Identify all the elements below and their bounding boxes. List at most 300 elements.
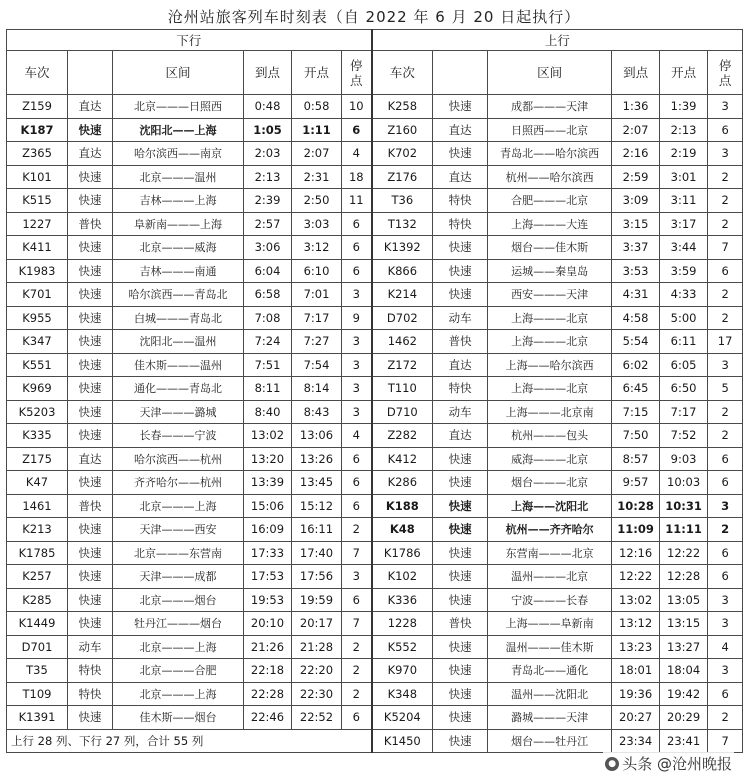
route-cell: 北京———烟台 [113,588,244,612]
train-count-summary: 上行 28 列、下行 27 列，合计 55 列 [7,729,372,752]
train-type-cell: 快速 [433,541,488,565]
arrive-cell: 4:58 [612,306,660,330]
train-type-cell: 快速 [433,635,488,659]
train-type-cell: 快速 [433,283,488,307]
stop-minutes-cell: 2 [342,518,372,542]
train-no-cell: K348 [372,682,433,706]
arrive-cell: 23:34 [612,729,660,752]
route-cell: 青岛北——通化 [488,659,612,683]
route-cell: 上海———北京 [488,306,612,330]
train-type-cell: 快速 [68,565,113,589]
arrive-cell: 19:36 [612,682,660,706]
stop-minutes-cell: 2 [708,165,743,189]
train-type-cell: 快速 [433,447,488,471]
arrive-cell: 13:20 [244,447,292,471]
arrive-cell: 6:02 [612,353,660,377]
arrive-cell: 3:15 [612,212,660,236]
depart-cell: 20:29 [660,706,708,730]
arrive-cell: 7:08 [244,306,292,330]
stop-minutes-cell: 3 [708,95,743,119]
route-cell: 哈尔滨西——南京 [113,142,244,166]
train-no-cell: K5203 [7,400,68,424]
route-cell: 北京———威海 [113,236,244,260]
route-cell: 阜新南———上海 [113,212,244,236]
train-no-cell: T132 [372,212,433,236]
col-arrive: 到点 [244,51,292,95]
route-cell: 北京———东营南 [113,541,244,565]
train-type-cell: 普快 [433,330,488,354]
arrive-cell: 17:33 [244,541,292,565]
stop-minutes-cell: 18 [342,165,372,189]
timetable [6,29,743,753]
table-row [7,494,743,518]
route-cell: 北京———日照西 [113,95,244,119]
arrive-cell: 20:10 [244,612,292,636]
train-no-cell: K188 [372,494,433,518]
table-row [7,377,743,401]
depart-cell: 16:11 [292,518,342,542]
train-no-cell: Z365 [7,142,68,166]
train-no-cell: K866 [372,259,433,283]
arrive-cell: 2:57 [244,212,292,236]
depart-cell: 3:44 [660,236,708,260]
table-row [7,565,743,589]
stop-minutes-cell: 4 [342,424,372,448]
arrive-cell: 0:48 [244,95,292,119]
route-cell: 上海———阜新南 [488,612,612,636]
arrive-cell: 4:31 [612,283,660,307]
table-row [7,635,743,659]
route-cell: 潞城———天津 [488,706,612,730]
train-type-cell: 特快 [433,377,488,401]
route-cell: 烟台——佳木斯 [488,236,612,260]
train-no-cell: K336 [372,588,433,612]
train-no-cell: Z159 [7,95,68,119]
train-no-cell: K551 [7,353,68,377]
arrive-cell: 12:22 [612,565,660,589]
train-no-cell: K1449 [7,612,68,636]
stop-minutes-cell: 7 [342,541,372,565]
depart-cell: 11:11 [660,518,708,542]
train-type-cell: 快速 [68,377,113,401]
table-row [7,612,743,636]
depart-cell: 22:52 [292,706,342,730]
train-no-cell: K1392 [372,236,433,260]
train-type-cell: 快速 [433,142,488,166]
page-title: 沧州站旅客列车时刻表（自 2022 年 6 月 20 日起执行） [167,8,581,26]
train-no-cell: K955 [7,306,68,330]
train-no-cell: K701 [7,283,68,307]
depart-cell: 22:30 [292,682,342,706]
depart-cell: 13:26 [292,447,342,471]
arrive-cell: 8:40 [244,400,292,424]
stop-minutes-cell: 6 [708,541,743,565]
stop-minutes-cell: 3 [708,612,743,636]
col-depart: 开点 [660,51,708,95]
route-cell: 杭州———包头 [488,424,612,448]
train-no-cell: K285 [7,588,68,612]
depart-cell: 19:42 [660,682,708,706]
arrive-cell: 11:09 [612,518,660,542]
train-no-cell: K102 [372,565,433,589]
train-type-cell: 快速 [433,659,488,683]
col-train-no: 车次 [372,51,433,95]
route-cell: 北京———上海 [113,494,244,518]
arrive-cell: 20:27 [612,706,660,730]
stop-minutes-cell: 7 [708,729,743,752]
arrive-cell: 7:50 [612,424,660,448]
train-no-cell: K412 [372,447,433,471]
route-cell: 天津———西安 [113,518,244,542]
route-cell: 杭州——齐齐哈尔 [488,518,612,542]
col-stop: 停 点 [708,51,743,95]
stop-minutes-cell: 6 [342,447,372,471]
train-type-cell: 快速 [433,259,488,283]
depart-cell: 1:39 [660,95,708,119]
arrive-cell: 1:05 [244,118,292,142]
arrive-cell: 2:16 [612,142,660,166]
train-type-cell: 直达 [68,447,113,471]
train-type-cell: 直达 [433,165,488,189]
depart-cell: 3:17 [660,212,708,236]
train-no-cell: K552 [372,635,433,659]
route-cell: 杭州——哈尔滨西 [488,165,612,189]
train-type-cell: 动车 [433,306,488,330]
arrive-cell: 2:07 [612,118,660,142]
table-row [7,353,743,377]
train-no-cell: Z160 [372,118,433,142]
depart-cell: 19:59 [292,588,342,612]
route-cell: 宁波———长春 [488,588,612,612]
table-row [7,682,743,706]
train-type-cell: 特快 [433,189,488,213]
route-cell: 温州———北京 [488,565,612,589]
arrive-cell: 13:12 [612,612,660,636]
stop-minutes-cell: 3 [708,588,743,612]
table-row [7,471,743,495]
arrive-cell: 7:24 [244,330,292,354]
train-no-cell: T36 [372,189,433,213]
table-row [7,165,743,189]
table-row [7,259,743,283]
stop-minutes-cell: 6 [708,118,743,142]
table-row [7,95,743,119]
arrive-cell: 2:59 [612,165,660,189]
stop-minutes-cell: 6 [342,494,372,518]
stop-minutes-cell: 6 [342,706,372,730]
train-type-cell: 快速 [68,283,113,307]
col-stop: 停 点 [342,51,372,95]
train-type-cell: 快速 [68,706,113,730]
stop-minutes-cell: 6 [342,118,372,142]
train-type-cell: 直达 [433,353,488,377]
depart-cell: 2:13 [660,118,708,142]
train-type-cell: 直达 [68,95,113,119]
train-no-cell: Z172 [372,353,433,377]
train-type-cell: 特快 [433,212,488,236]
table-row [7,541,743,565]
table-row [7,118,743,142]
depart-cell: 10:31 [660,494,708,518]
train-no-cell: K1450 [372,729,433,752]
arrive-cell: 22:18 [244,659,292,683]
train-no-cell: Z282 [372,424,433,448]
stop-minutes-cell: 2 [708,212,743,236]
train-type-cell: 快速 [68,541,113,565]
depart-cell: 6:05 [660,353,708,377]
train-no-cell: K1786 [372,541,433,565]
train-type-cell: 快速 [68,353,113,377]
arrive-cell: 8:57 [612,447,660,471]
stop-minutes-cell: 2 [708,706,743,730]
arrive-cell: 13:39 [244,471,292,495]
depart-cell: 7:52 [660,424,708,448]
route-cell: 天津———潞城 [113,400,244,424]
route-cell: 通化———青岛北 [113,377,244,401]
depart-cell: 3:59 [660,259,708,283]
train-type-cell: 普快 [433,612,488,636]
arrive-cell: 13:23 [612,635,660,659]
arrive-cell: 7:15 [612,400,660,424]
train-no-cell: K48 [372,518,433,542]
route-cell: 长春———宁波 [113,424,244,448]
depart-cell: 13:27 [660,635,708,659]
train-no-cell: K1391 [7,706,68,730]
table-row [7,283,743,307]
route-cell: 烟台———北京 [488,471,612,495]
arrive-cell: 7:51 [244,353,292,377]
arrive-cell: 5:54 [612,330,660,354]
train-no-cell: 1228 [372,612,433,636]
stop-minutes-cell: 2 [708,283,743,307]
depart-cell: 0:58 [292,95,342,119]
arrive-cell: 18:01 [612,659,660,683]
stop-minutes-cell: 6 [342,236,372,260]
route-cell: 青岛北——哈尔滨西 [488,142,612,166]
col-route: 区间 [113,51,244,95]
arrive-cell: 9:57 [612,471,660,495]
depart-cell: 3:03 [292,212,342,236]
arrive-cell: 6:58 [244,283,292,307]
train-no-cell: K213 [7,518,68,542]
train-no-cell: 1227 [7,212,68,236]
depart-cell: 8:43 [292,400,342,424]
depart-cell: 13:05 [660,588,708,612]
train-no-cell: Z176 [372,165,433,189]
route-cell: 上海——哈尔滨西 [488,353,612,377]
stop-minutes-cell: 2 [342,659,372,683]
train-type-cell: 快速 [433,729,488,752]
arrive-cell: 2:03 [244,142,292,166]
depart-cell: 21:28 [292,635,342,659]
train-type-cell: 快速 [68,588,113,612]
train-type-cell: 直达 [68,142,113,166]
stop-minutes-cell: 3 [708,142,743,166]
watermark [603,752,734,775]
route-cell: 佳木斯——烟台 [113,706,244,730]
train-no-cell: K515 [7,189,68,213]
train-type-cell: 快速 [433,518,488,542]
table-row [7,424,743,448]
depart-cell: 22:20 [292,659,342,683]
depart-cell: 6:50 [660,377,708,401]
train-no-cell: K411 [7,236,68,260]
route-cell: 北京———上海 [113,635,244,659]
stop-minutes-cell: 2 [708,424,743,448]
stop-minutes-cell: 6 [708,259,743,283]
train-type-cell: 快速 [68,330,113,354]
depart-cell: 7:54 [292,353,342,377]
arrive-cell: 19:53 [244,588,292,612]
watermark-text: 头条 @沧州晚报 [622,755,732,773]
down-direction-header: 下行 [7,30,372,51]
stop-minutes-cell: 7 [342,612,372,636]
table-row [7,518,743,542]
train-no-cell: K47 [7,471,68,495]
depart-cell: 8:14 [292,377,342,401]
route-cell: 齐齐哈尔——杭州 [113,471,244,495]
train-no-cell: K258 [372,95,433,119]
train-type-cell: 快速 [68,236,113,260]
train-type-cell: 快速 [68,400,113,424]
table-row [7,659,743,683]
route-cell: 吉林———上海 [113,189,244,213]
route-cell: 威海———北京 [488,447,612,471]
stop-minutes-cell: 3 [708,353,743,377]
train-type-cell: 快速 [433,565,488,589]
stop-minutes-cell: 3 [342,377,372,401]
train-no-cell: Z175 [7,447,68,471]
timetable-sheet [6,5,742,753]
arrive-cell: 22:46 [244,706,292,730]
stop-minutes-cell: 4 [342,142,372,166]
stop-minutes-cell: 10 [342,95,372,119]
train-type-cell: 快速 [433,706,488,730]
depart-cell: 13:15 [660,612,708,636]
route-cell: 运城——秦皇岛 [488,259,612,283]
depart-cell: 2:31 [292,165,342,189]
stop-minutes-cell: 6 [708,447,743,471]
stop-minutes-cell: 6 [342,212,372,236]
train-no-cell: K101 [7,165,68,189]
timetable-body [7,95,743,730]
route-cell: 上海——沈阳北 [488,494,612,518]
train-type-cell: 特快 [68,659,113,683]
stop-minutes-cell: 2 [708,518,743,542]
arrive-cell: 1:36 [612,95,660,119]
stop-minutes-cell: 2 [342,682,372,706]
train-no-cell: K335 [7,424,68,448]
train-no-cell: K5204 [372,706,433,730]
train-no-cell: D701 [7,635,68,659]
train-no-cell: T35 [7,659,68,683]
train-no-cell: D702 [372,306,433,330]
depart-cell: 6:11 [660,330,708,354]
train-type-cell: 快速 [433,95,488,119]
depart-cell: 1:11 [292,118,342,142]
train-type-cell: 快速 [68,471,113,495]
depart-cell: 7:27 [292,330,342,354]
route-cell: 烟台——牡丹江 [488,729,612,752]
train-no-cell: K1785 [7,541,68,565]
arrive-cell: 17:53 [244,565,292,589]
arrive-cell: 3:06 [244,236,292,260]
train-type-cell: 快速 [68,165,113,189]
arrive-cell: 6:45 [612,377,660,401]
train-type-cell: 快速 [68,306,113,330]
table-row [7,330,743,354]
table-row [7,400,743,424]
stop-minutes-cell: 3 [342,330,372,354]
arrive-cell: 2:13 [244,165,292,189]
depart-cell: 23:41 [660,729,708,752]
route-cell: 日照西——北京 [488,118,612,142]
train-no-cell: K970 [372,659,433,683]
stop-minutes-cell: 2 [708,400,743,424]
stop-minutes-cell: 3 [342,565,372,589]
train-no-cell: T109 [7,682,68,706]
train-no-cell: K187 [7,118,68,142]
depart-cell: 3:01 [660,165,708,189]
table-row [7,306,743,330]
depart-cell: 20:17 [292,612,342,636]
train-type-cell: 普快 [68,494,113,518]
train-type-cell: 动车 [433,400,488,424]
route-cell: 上海———大连 [488,212,612,236]
stop-minutes-cell: 3 [342,283,372,307]
stop-minutes-cell: 7 [708,236,743,260]
train-no-cell: 1461 [7,494,68,518]
up-direction-header: 上行 [372,30,743,51]
depart-cell: 13:06 [292,424,342,448]
stop-minutes-cell: 3 [342,353,372,377]
train-no-cell: D710 [372,400,433,424]
col-depart: 开点 [292,51,342,95]
stop-minutes-cell: 2 [708,306,743,330]
depart-cell: 3:11 [660,189,708,213]
train-type-cell: 快速 [68,118,113,142]
depart-cell: 7:17 [292,306,342,330]
depart-cell: 13:45 [292,471,342,495]
arrive-cell: 22:28 [244,682,292,706]
arrive-cell: 8:11 [244,377,292,401]
stop-minutes-cell: 6 [708,471,743,495]
route-cell: 温州———佳木斯 [488,635,612,659]
depart-cell: 12:28 [660,565,708,589]
depart-cell: 12:22 [660,541,708,565]
route-cell: 温州——沈阳北 [488,682,612,706]
train-type-cell: 快速 [68,189,113,213]
route-cell: 哈尔滨西——青岛北 [113,283,244,307]
depart-cell: 2:50 [292,189,342,213]
stop-minutes-cell: 3 [708,494,743,518]
stop-minutes-cell: 6 [708,565,743,589]
train-type-cell: 快速 [68,612,113,636]
train-no-cell: K257 [7,565,68,589]
depart-cell: 15:12 [292,494,342,518]
stop-minutes-cell: 3 [342,400,372,424]
route-cell: 上海———北京南 [488,400,612,424]
depart-cell: 2:07 [292,142,342,166]
depart-cell: 5:00 [660,306,708,330]
col-route: 区间 [488,51,612,95]
route-cell: 东营南———北京 [488,541,612,565]
route-cell: 吉林———南通 [113,259,244,283]
table-row [7,142,743,166]
col-type [433,51,488,95]
route-cell: 上海———北京 [488,377,612,401]
stop-minutes-cell: 2 [708,189,743,213]
